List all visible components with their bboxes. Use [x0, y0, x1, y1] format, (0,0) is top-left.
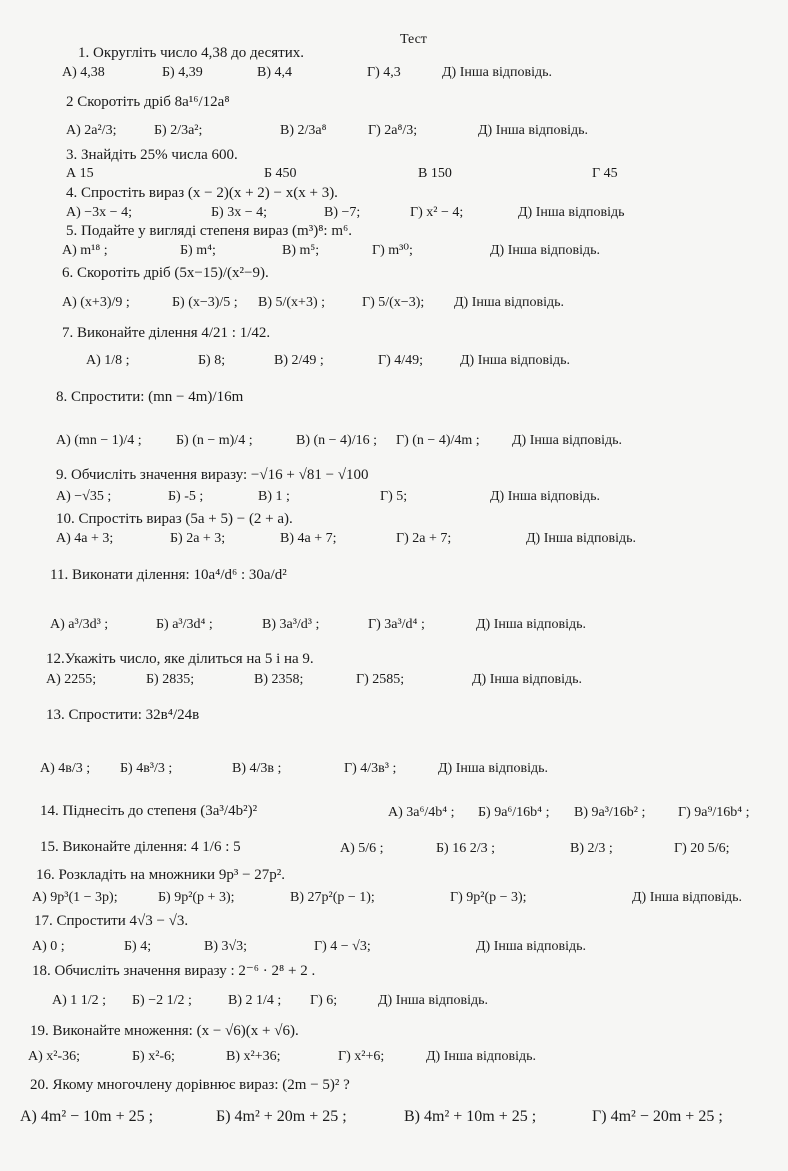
answer-option: В) 2/3a⁸ — [280, 123, 327, 138]
answer-option: Б) 4; — [124, 939, 152, 954]
answer-option: Г) (n − 4)/4m ; — [396, 433, 480, 448]
question-16: 16. Розкладіть на множники 9p³ − 27p². — [36, 867, 286, 883]
answer-option: Д) Інша відповідь. — [426, 1049, 536, 1064]
answer-option: В) 2/49 ; — [274, 353, 324, 368]
answer-option: Б) 4m² + 20m + 25 ; — [216, 1108, 347, 1125]
answer-option: А) 4a + 3; — [56, 531, 114, 546]
answer-option: А) m¹⁸ ; — [62, 243, 108, 258]
answer-option: А) x²-36; — [28, 1049, 81, 1064]
answer-option: В) 9a³/16b² ; — [574, 805, 646, 820]
answer-option: Г) 4m² − 20m + 25 ; — [592, 1108, 723, 1125]
question-20: 20. Якому многочлену дорівнює вираз: (2m − 5)² ? — [30, 1077, 350, 1093]
answer-option: А) 9p³(1 − 3p); — [32, 890, 118, 905]
answer-option: Д) Інша відповідь — [518, 205, 625, 220]
answer-option: А) 5/6 ; — [340, 841, 384, 856]
question-1: 1. Округліть число 4,38 до десятих. — [78, 45, 305, 61]
answer-option: В) 4,4 — [257, 65, 292, 80]
answer-option: Г) x² − 4; — [410, 205, 464, 220]
answer-option: Д) Інша відповідь. — [490, 243, 600, 258]
answer-option: В) (n − 4)/16 ; — [296, 433, 377, 448]
answer-option: В) 3√3; — [204, 939, 248, 954]
answer-option: А) 2a²/3; — [66, 123, 117, 138]
answer-option: А) 4в/3 ; — [40, 761, 91, 776]
answer-option: Б) 16 2/3 ; — [436, 841, 495, 856]
answer-option: Д) Інша відповідь. — [438, 761, 548, 776]
question-15: 15. Виконайте ділення: 4 1/6 : 5 — [40, 839, 241, 855]
answer-option: Б) 2835; — [146, 672, 195, 687]
answer-option: Д) Інша відповідь. — [476, 939, 586, 954]
answer-option: Г) m³⁰; — [372, 243, 413, 258]
answer-option: В) 2/3 ; — [570, 841, 613, 856]
answer-option: Г) 20 5/6; — [674, 841, 730, 856]
answer-option: Г) 3a³/d⁴ ; — [368, 617, 425, 632]
question-5: 5. Подайте у вигляді степеня вираз (m³)⁸: m⁶. — [66, 223, 352, 239]
answer-option: В) 4a + 7; — [280, 531, 337, 546]
answer-option: Г) 2a + 7; — [396, 531, 452, 546]
answer-option: А) 4m² − 10m + 25 ; — [20, 1108, 154, 1125]
answer-option: Б) (x−3)/5 ; — [172, 295, 238, 310]
answer-option: В) 1 ; — [258, 489, 290, 504]
question-6: 6. Скоротіть дріб (5x−15)/(x²−9). — [62, 265, 269, 281]
answer-option: Г) x²+6; — [338, 1049, 385, 1064]
answer-option: Б) 2a + 3; — [170, 531, 226, 546]
answer-option: Г 45 — [592, 166, 618, 181]
answer-option: А) (mn − 1)/4 ; — [56, 433, 142, 448]
answer-option: В) 3a³/d³ ; — [262, 617, 320, 632]
question-9: 9. Обчисліть значення виразу: −√16 + √81 − √100 — [56, 467, 369, 483]
answer-option: Б) x²-6; — [132, 1049, 175, 1064]
answer-option: В 150 — [418, 166, 452, 181]
answer-option: А) −√35 ; — [56, 489, 112, 504]
answer-option: Б) 4в³/3 ; — [120, 761, 173, 776]
answer-option: Д) Інша відповідь. — [378, 993, 488, 1008]
answer-option: В) m⁵; — [282, 243, 320, 258]
answer-option: Д) Інша відповідь. — [476, 617, 586, 632]
answer-option: А) a³/3d³ ; — [50, 617, 109, 632]
answer-option: А) 4,38 — [62, 65, 105, 80]
answer-option: Г) 5; — [380, 489, 408, 504]
answer-option: Б) (n − m)/4 ; — [176, 433, 253, 448]
answer-option: Б 450 — [264, 166, 297, 181]
question-7: 7. Виконайте ділення 4/21 : 1/42. — [62, 325, 271, 341]
answer-option: В) 2358; — [254, 672, 304, 687]
question-8: 8. Спростити: (mn − 4m)/16m — [56, 389, 244, 405]
question-13: 13. Спростити: 32в⁴/24в — [46, 707, 200, 723]
answer-option: А) 3a⁶/4b⁴ ; — [388, 805, 455, 820]
answer-option: А) 0 ; — [32, 939, 65, 954]
answer-option: Б) m⁴; — [180, 243, 216, 258]
answer-option: Д) Інша відповідь. — [512, 433, 622, 448]
answer-option: Г) 4 − √3; — [314, 939, 371, 954]
question-11: 11. Виконати ділення: 10a⁴/d⁶ : 30a/d² — [50, 567, 287, 583]
question-18: 18. Обчисліть значення виразу : 2⁻⁶ · 2⁸ + 2 . — [32, 963, 316, 979]
answer-option: Б) 2/3a²; — [154, 123, 203, 138]
answer-option: Д) Інша відповідь. — [490, 489, 600, 504]
answer-option: Д) Інша відповідь. — [460, 353, 570, 368]
question-17: 17. Спростити 4√3 − √3. — [34, 913, 189, 929]
answer-option: Б) 9a⁶/16b⁴ ; — [478, 805, 550, 820]
answer-option: А) 1 1/2 ; — [52, 993, 107, 1008]
answer-option: В) 2 1/4 ; — [228, 993, 282, 1008]
answer-option: В) −7; — [324, 205, 361, 220]
answer-option: Д) Інша відповідь. — [472, 672, 582, 687]
answer-option: Д) Інша відповідь. — [478, 123, 588, 138]
answer-option: А) 2255; — [46, 672, 97, 687]
answer-option: Г) 9a⁹/16b⁴ ; — [678, 805, 750, 820]
answer-option: В) 5/(x+3) ; — [258, 295, 325, 310]
answer-option: Г) 5/(x−3); — [362, 295, 425, 310]
answer-option: Г) 4,3 — [367, 65, 401, 80]
answer-option: В) 4m² + 10m + 25 ; — [404, 1108, 537, 1125]
question-4: 4. Спростіть вираз (x − 2)(x + 2) − x(x + 3). — [66, 185, 338, 201]
answer-option: Г) 4/3в³ ; — [344, 761, 397, 776]
answer-option: Д) Інша відповідь. — [632, 890, 742, 905]
answer-option: Г) 4/49; — [378, 353, 424, 368]
answer-option: В) x²+36; — [226, 1049, 281, 1064]
answer-option: В) 4/3в ; — [232, 761, 282, 776]
answer-option: Б) 9p²(p + 3); — [158, 890, 235, 905]
answer-option: Б) -5 ; — [168, 489, 204, 504]
answer-option: В) 27p²(p − 1); — [290, 890, 375, 905]
question-2: 2 Скоротіть дріб 8a¹⁶/12a⁸ — [66, 94, 230, 110]
test-title: Тест — [400, 32, 427, 47]
answer-option: Г) 2585; — [356, 672, 405, 687]
answer-option: Б) a³/3d⁴ ; — [156, 617, 213, 632]
answer-option: Б) 4,39 — [162, 65, 203, 80]
answer-option: А) 1/8 ; — [86, 353, 130, 368]
question-19: 19. Виконайте множення: (x − √6)(x + √6). — [30, 1023, 299, 1039]
answer-option: Г) 6; — [310, 993, 338, 1008]
answer-option: Д) Інша відповідь. — [526, 531, 636, 546]
answer-option: Б) 3x − 4; — [211, 205, 267, 220]
answer-option: Д) Інша відповідь. — [442, 65, 552, 80]
question-14: 14. Піднесіть до степеня (3a³/4b²)² — [40, 803, 258, 819]
answer-option: Д) Інша відповідь. — [454, 295, 564, 310]
answer-option: Б) 8; — [198, 353, 226, 368]
question-12: 12.Укажіть число, яке ділиться на 5 і на 9. — [46, 651, 314, 667]
answer-option: А 15 — [66, 166, 94, 181]
answer-option: Г) 2a⁸/3; — [368, 123, 418, 138]
question-10: 10. Спростіть вираз (5a + 5) − (2 + a). — [56, 511, 293, 527]
question-3: 3. Знайдіть 25% числа 600. — [66, 147, 238, 163]
answer-option: А) −3x − 4; — [66, 205, 132, 220]
answer-option: Б) −2 1/2 ; — [132, 993, 192, 1008]
answer-option: А) (x+3)/9 ; — [62, 295, 130, 310]
answer-option: Г) 9p²(p − 3); — [450, 890, 527, 905]
